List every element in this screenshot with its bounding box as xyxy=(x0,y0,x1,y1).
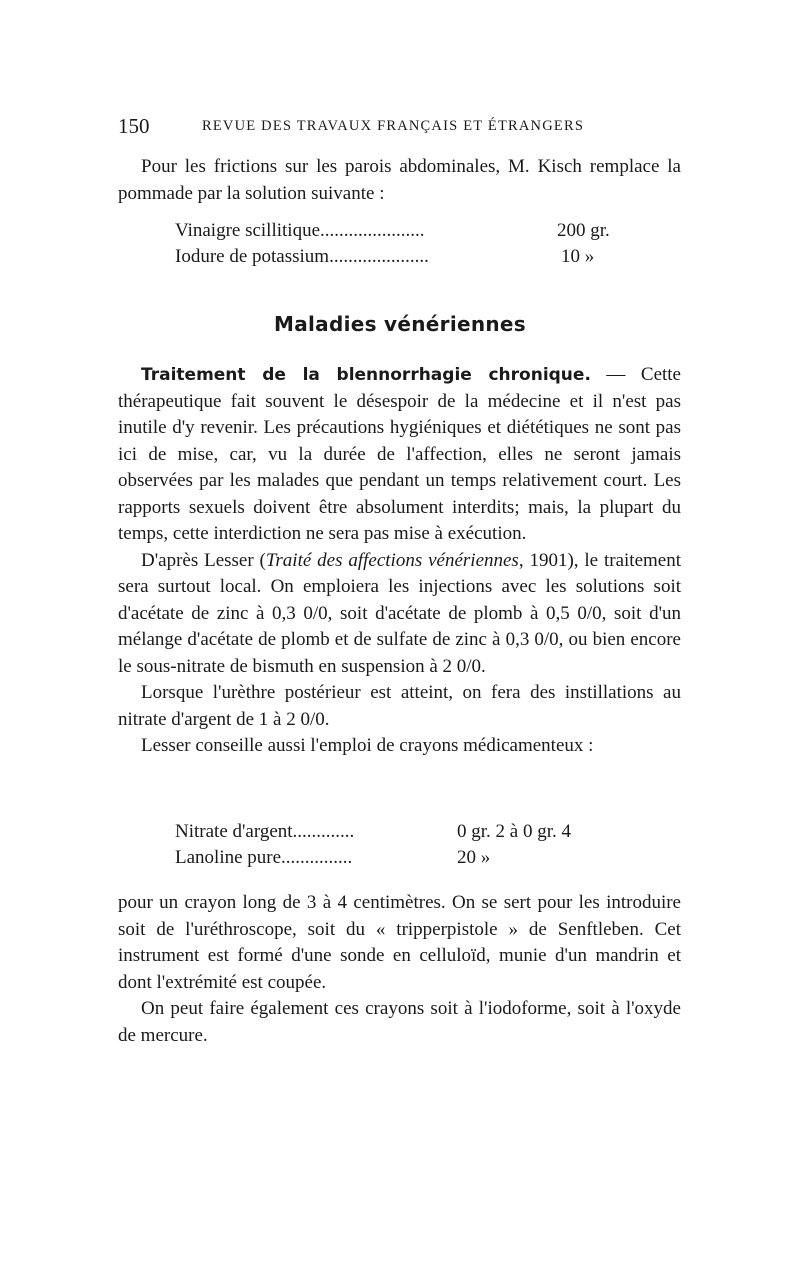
recipe-crayons xyxy=(175,819,675,871)
ingredient-name: Iodure de potassium..................... xyxy=(175,246,429,267)
page-number: 150 xyxy=(118,114,150,138)
ingredient-name: Vinaigre scillitique...................... xyxy=(175,220,425,241)
paragraph-crayons: Lesser conseille aussi l'emploi de crayons médicamenteux : xyxy=(141,735,594,756)
paragraph-urethre: Lorsque l'urèthre postérieur est atteint, on fera des instillations au nitrate d'argent de 1 à 2 0/0. xyxy=(118,682,681,730)
section-heading: Maladies vénériennes xyxy=(274,312,526,336)
recipe-row xyxy=(175,244,645,270)
ingredient-quantity: 10 » xyxy=(561,246,595,267)
paragraph-iodoforme: On peut faire également ces crayons soit à l'iodoforme, soit à l'oxyde de mercure. xyxy=(118,998,681,1046)
ingredient-quantity: 0 gr. 2 à 0 gr. 4 xyxy=(457,821,571,842)
paragraph-lesser xyxy=(118,548,681,681)
book-title: Traité des affections vénériennes xyxy=(265,549,519,571)
paragraph-blennorrhagie xyxy=(118,362,681,548)
recipe-row xyxy=(175,819,675,845)
ingredient-name: Nitrate d'argent............. xyxy=(175,821,355,842)
paragraph-text-before: D'après Lesser ( xyxy=(141,549,266,571)
recipe-row xyxy=(175,845,675,871)
intro-paragraph: Pour les frictions sur les parois abdominales, M. Kisch remplace la pommade par la solution suivante : xyxy=(118,156,681,204)
ingredient-name: Lanoline pure............... xyxy=(175,847,353,868)
recipe-scillitique xyxy=(175,218,645,270)
run-in-heading: Traitement de la blennorrhagie chronique. xyxy=(141,365,591,385)
paragraph-text-after: , 1901), le traitement sera surtout local. On emploiera les injections avec les solutions soit d'acétate de zinc à 0,3 0/0, soit d'acétate de plomb à 0,5 0/0, soit d'un mélange d'acétate de plomb et de sulfate de zinc à 0,3 0/0, ou bien encore le sous-nitrate de bismuth en suspension à 2 0/0. xyxy=(118,549,682,677)
main-text-block xyxy=(118,362,681,760)
paragraph-crayon-usage: pour un crayon long de 3 à 4 centimètres. On se sert pour les introduire soit de l'uréthroscope, soit du « tripperpistole » de Senftleben. Cet instrument est formé d'une sonde en celluloïd, munie d'un mandrin et dont l'extrémité est coupée. xyxy=(118,892,681,993)
ingredient-quantity: 200 gr. xyxy=(557,220,610,241)
running-title: REVUE DES TRAVAUX FRANÇAIS ET ÉTRANGERS xyxy=(202,118,585,134)
ingredient-quantity: 20 » xyxy=(457,847,491,868)
closing-text-block xyxy=(118,890,681,1049)
recipe-row xyxy=(175,218,645,244)
page-header xyxy=(118,114,683,144)
intro-block xyxy=(118,154,681,207)
paragraph-text: — Cette thérapeutique fait souvent le désespoir de la médecine et il n'est pas inutile d'y revenir. Les précautions hygiéniques et diététiques ne sont pas ici de mise, car, vu la durée de l'affection, elles ne seront jamais observées par les malades que pendant un temps relativement court. Les rapports sexuels doivent être absolument interdits; mais, la plupart du temps, cette interdiction ne sera pas mise à exécution. xyxy=(118,364,681,544)
